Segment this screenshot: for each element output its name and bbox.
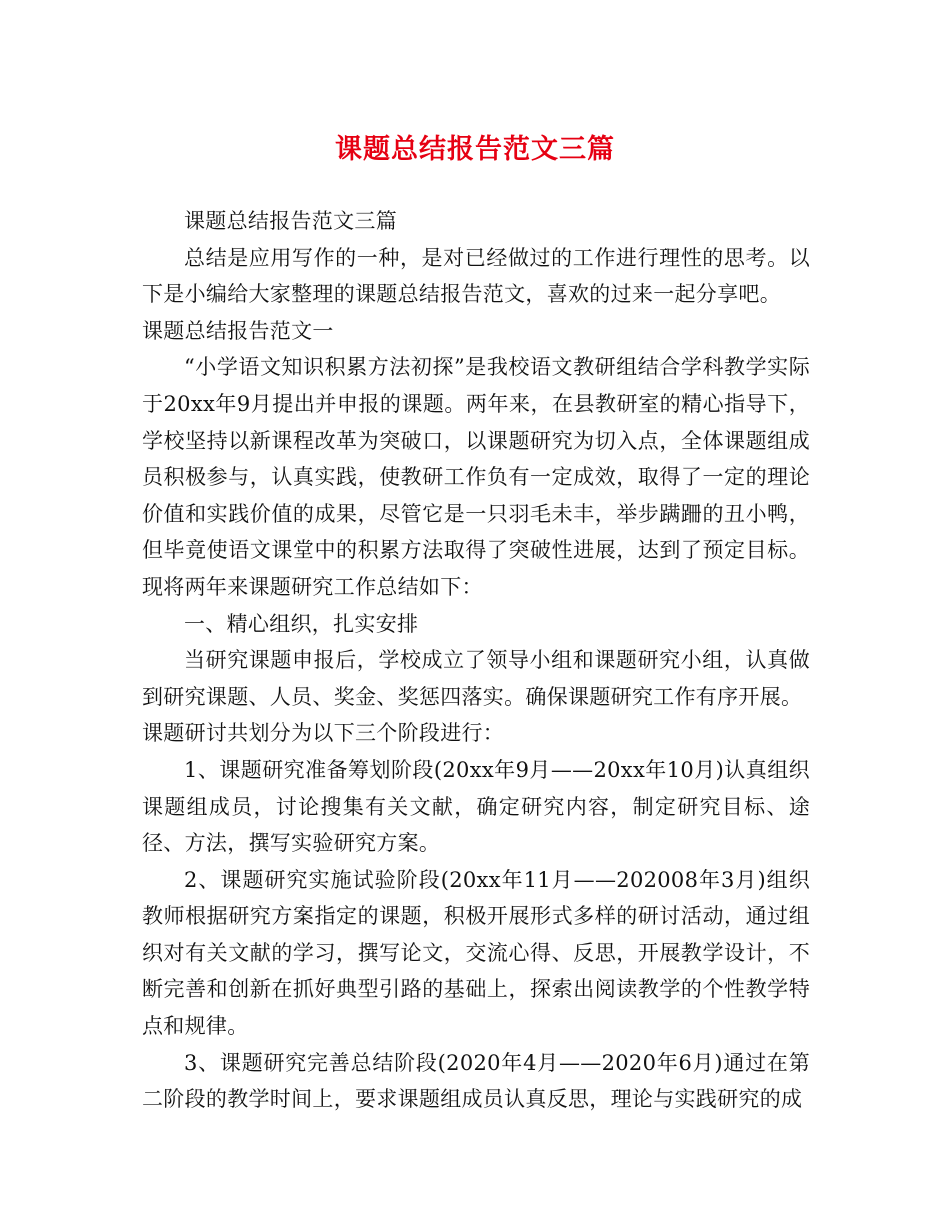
stage-paragraph-1: 1、课题研究准备筹划阶段(20xx年9月——20xx年10月)认真组织课题组成员，讨论搜集有关文献，确定研究内容，制定研究目标、途径、方法，撰写实验研究方案。 [142,757,810,856]
document-body [142,203,810,1118]
body-paragraph: “小学语文知识积累方法初探”是我校语文教研组结合学科教学实际于20xx年9月提出并申报的课题。两年来，在县教研室的精心指导下，学校坚持以新课程改革为突破口，以课题研究为切入点，全体课题组成员积极参与，认真实践，使教研工作负有一定成效，取得了一定的理论价值和实践价值的成果，尽管它是一只羽毛未丰，举步蹒跚的丑小鸭，但毕竟使语文课堂中的积累方法取得了突破性进展，达到了预定目标。现将两年来课题研究工作总结如下： [142,355,810,599]
stage-paragraph-2: 2、课题研究实施试验阶段(20xx年11月——202008年3月)组织教师根据研究方案指定的课题，积极开展形式多样的研讨活动，通过组织对有关文献的学习，撰写论文，交流心得、反思，开展教学设计，不断完善和创新在抓好典型引路的基础上，探索出阅读教学的个性教学特点和规律。 [142,867,810,1039]
body-paragraph: 当研究课题申报后，学校成立了领导小组和课题研究小组，认真做到研究课题、人员、奖金、奖惩四落实。确保课题研究工作有序开展。 [142,648,810,709]
subtitle-paragraph: 课题总结报告范文三篇 [184,209,397,233]
body-paragraph: 课题研讨共划分为以下三个阶段进行： [142,721,505,746]
section-heading-one: 课题总结报告范文一 [142,318,334,343]
document-title: 课题总结报告范文三篇 [335,134,615,165]
stage-paragraph-3: 3、课题研究完善总结阶段(2020年4月——2020年6月)通过在第二阶段的教学时间上，要求课题组成员认真反思，理论与实践研究的成 [142,1050,810,1112]
intro-paragraph: 总结是应用写作的一种，是对已经做过的工作进行理性的思考。以下是小编给大家整理的课题总结报告范文，喜欢的过来一起分享吧。 [142,245,810,307]
subheading-organize: 一、精心组织，扎实安排 [184,611,419,636]
